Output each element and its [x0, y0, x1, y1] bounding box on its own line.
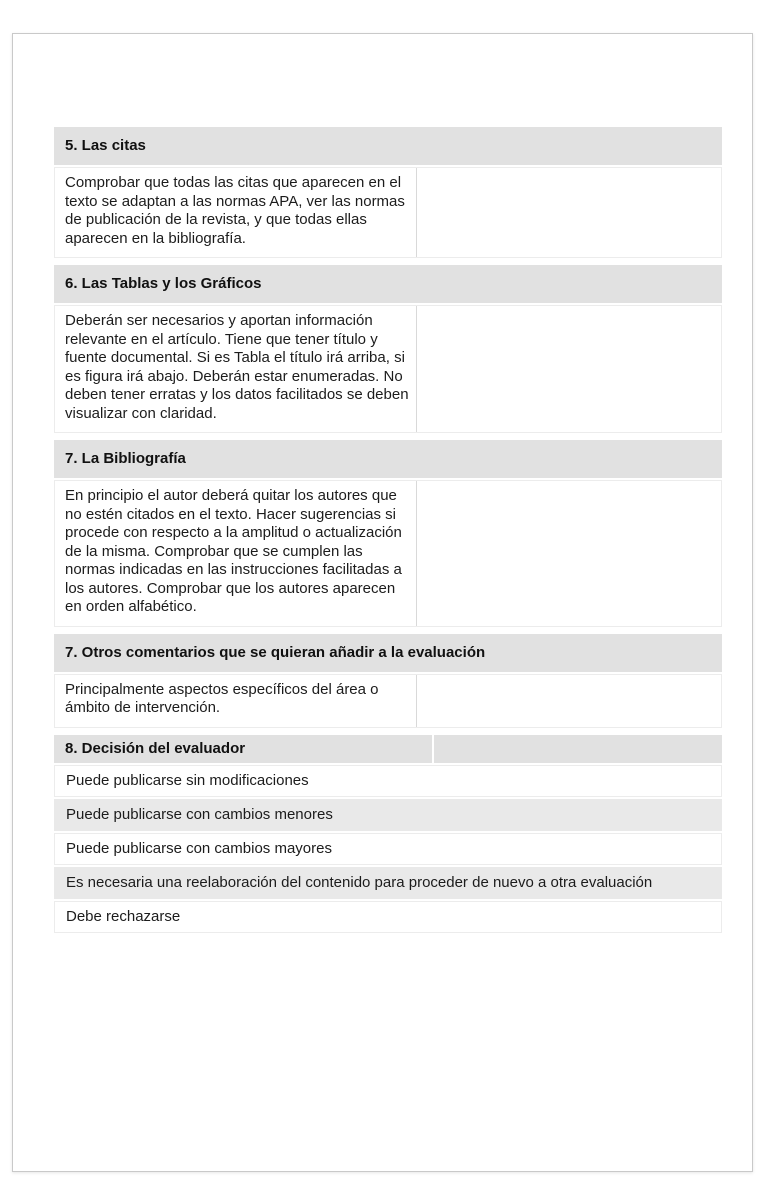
- section-header-otros-comentarios: 7. Otros comentarios que se quieran añadir a la evaluación: [54, 634, 722, 672]
- answer-box-bibliografia[interactable]: [417, 481, 721, 626]
- decision-option-cambios-menores[interactable]: Puede publicarse con cambios menores: [54, 799, 722, 831]
- section-header-decision-spacer: [434, 735, 722, 763]
- answer-box-tablas[interactable]: [417, 306, 721, 432]
- document-page: [12, 33, 753, 1172]
- criteria-text-otros-comentarios: Principalmente aspectos específicos del área o ámbito de intervención.: [55, 675, 417, 727]
- section-row-tablas: [54, 305, 722, 433]
- section-header-tablas: 6. Las Tablas y los Gráficos: [54, 265, 722, 303]
- section-header-citas: 5. Las citas: [54, 127, 722, 165]
- answer-box-otros-comentarios[interactable]: [417, 675, 721, 727]
- section-header-decision-row: [54, 735, 722, 763]
- decision-option-rechazar[interactable]: Debe rechazarse: [54, 901, 722, 933]
- section-header-bibliografia: 7. La Bibliografía: [54, 440, 722, 478]
- evaluation-form-table: [54, 127, 722, 935]
- criteria-text-tablas: Deberán ser necesarios y aportan información relevante en el artículo. Tiene que tener título y fuente documental. Si es Tabla el título irá arriba, si es figura irá abajo. Deberán estar enumeradas. No deben tener erratas y los datos facilitados se deben visualizar con claridad.: [55, 306, 417, 432]
- section-row-bibliografia: [54, 480, 722, 627]
- decision-option-sin-modificaciones[interactable]: Puede publicarse sin modificaciones: [54, 765, 722, 797]
- answer-box-citas[interactable]: [417, 168, 721, 257]
- section-row-otros-comentarios: [54, 674, 722, 728]
- decision-option-reelaboracion[interactable]: Es necesaria una reelaboración del contenido para proceder de nuevo a otra evaluación: [54, 867, 722, 899]
- section-header-decision: 8. Decisión del evaluador: [54, 735, 432, 763]
- decision-option-cambios-mayores[interactable]: Puede publicarse con cambios mayores: [54, 833, 722, 865]
- criteria-text-bibliografia: En principio el autor deberá quitar los autores que no estén citados en el texto. Hacer sugerencias si procede con respecto a la amplitud o actualización de la misma. Comprobar que se cumplen las normas indicadas en las instrucciones facilitadas a los autores. Comprobar que los autores aparecen en orden alfabético.: [55, 481, 417, 626]
- criteria-text-citas: Comprobar que todas las citas que aparecen en el texto se adaptan a las normas APA, ver las normas de publicación de la revista, y que todas ellas aparecen en la bibliografía.: [55, 168, 417, 257]
- section-row-citas: [54, 167, 722, 258]
